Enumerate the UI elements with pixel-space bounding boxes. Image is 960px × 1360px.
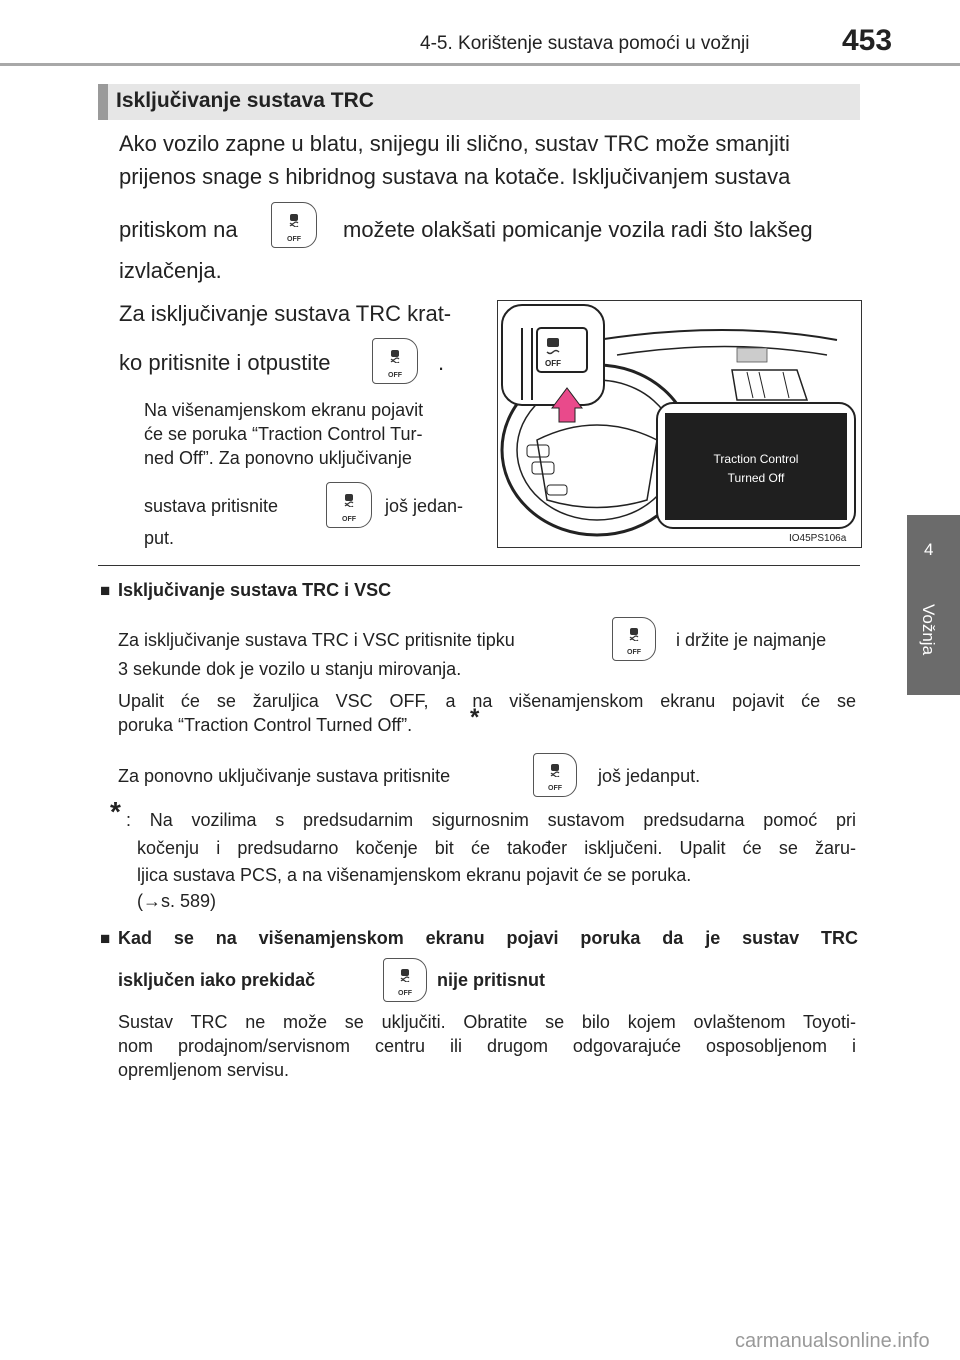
display-text-line-2: Turned Off [727, 471, 785, 485]
trc-off-button-icon [612, 617, 656, 661]
slip-car-icon [549, 763, 561, 777]
sub2-heading-line-2b: nije pritisnut [437, 970, 545, 990]
off-label: OFF [627, 648, 641, 656]
footnote-line-4: (→s. 589) [137, 891, 217, 911]
display-text-line-1: Traction Control [713, 452, 799, 466]
section-title: Isključivanje sustava TRC [116, 89, 374, 112]
note-line-3: ned Off”. Za ponovno uključivanje [144, 448, 412, 468]
sub1-footnote-mark: * [470, 704, 480, 731]
off-label: OFF [287, 235, 301, 243]
footnote-line-2: kočenju i predsudarno kočenje bit će također isključeni. Upalit će se žaru- [137, 838, 856, 858]
section-separator [98, 565, 860, 566]
watermark: carmanualsonline.info [735, 1330, 930, 1352]
intro-line-3a: pritiskom na [119, 217, 238, 242]
footnote-line-1: : Na vozilima s predsudarnim sigurnosnim sustavom predsudarna pomoć pri [126, 810, 856, 830]
sub2-p3: opremljenom servisu. [118, 1060, 290, 1080]
slip-car-icon [628, 627, 640, 641]
instruction-line-2a: ko pritisnite i otpustite [119, 350, 331, 375]
off-label: OFF [388, 371, 402, 379]
sub1-p3a: Za ponovno uključivanje sustava pritisnite [118, 766, 451, 786]
footnote-star: * [110, 796, 121, 827]
square-bullet-icon: ■ [100, 581, 111, 600]
figure-code: IO45PS106a [789, 533, 847, 544]
intro-line-3b: možete olakšati pomicanje vozila radi što lakšeg [343, 217, 813, 242]
sub1-p3b: još jedanput. [598, 766, 701, 786]
sub1-heading: Isključivanje sustava TRC i VSC [118, 580, 392, 600]
side-tab-label: Vožnja [919, 604, 938, 656]
sub1-p1a: Za isključivanje sustava TRC i VSC pritisnite tipku [118, 630, 515, 650]
slip-car-icon [288, 213, 300, 227]
slip-car-icon [389, 349, 401, 363]
instruction-line-1: Za isključivanje sustava TRC krat- [119, 301, 452, 326]
header-divider [0, 63, 960, 66]
note-line-4b: još jedan- [385, 496, 464, 516]
sub2-heading-line-2a: isključen iako prekidač [118, 970, 316, 990]
sub1-p2b: poruka “Traction Control Turned Off”. [118, 715, 413, 735]
slip-car-icon [399, 968, 411, 982]
square-bullet-icon: ■ [100, 929, 111, 948]
off-label: OFF [548, 784, 562, 792]
trc-off-button-icon [271, 202, 317, 248]
sub1-p2a: Upalit će se žaruljica VSC OFF, a na višenamjenskom ekranu pojavit će se [118, 691, 856, 711]
page-number: 453 [842, 24, 893, 57]
note-line-5: put. [144, 528, 175, 548]
footnote-line-3: ljica sustava PCS, a na višenamjenskom ekranu pojavit će se poruka. [137, 865, 692, 885]
off-label: OFF [342, 515, 356, 523]
intro-line-4: izvlačenja. [119, 258, 222, 283]
trc-off-button-icon [533, 753, 577, 797]
intro-line-1: Ako vozilo zapne u blatu, snijegu ili slično, sustav TRC može smanjiti [119, 131, 790, 156]
figure-button-label: OFF [545, 359, 561, 368]
sub1-p1b: i držite je najmanje [676, 630, 827, 650]
section-bar-accent [98, 84, 108, 120]
chapter-title: 4-5. Korištenje sustava pomoći u vožnji [420, 33, 750, 54]
sub2-p1: Sustav TRC ne može se uključiti. Obratite se bilo kojem ovlaštenom Toyoti- [118, 1012, 856, 1032]
sub2-p2: nom prodajnom/servisnom centru ili drugom odgovarajuće osposobljenom i [118, 1036, 856, 1056]
sub1-p1c: 3 sekunde dok je vozilo u stanju mirovanja. [118, 659, 462, 679]
slip-car-icon [343, 493, 355, 507]
note-line-2: će se poruka “Traction Control Tur- [144, 424, 423, 444]
trc-off-button-icon [326, 482, 372, 528]
note-line-1: Na višenamjenskom ekranu pojavit [144, 400, 424, 420]
note-line-4a: sustava pritisnite [144, 496, 279, 516]
side-tab-number: 4 [924, 540, 934, 559]
trc-off-button-icon [383, 958, 427, 1002]
intro-line-2: prijenos snage s hibridnog sustava na kotače. Isključivanjem sustava [119, 164, 791, 189]
dashboard-drawing [497, 300, 862, 548]
off-label: OFF [398, 989, 412, 997]
dashboard-illustration [497, 300, 862, 548]
instruction-line-2b: . [438, 350, 445, 375]
trc-off-button-icon [372, 338, 418, 384]
sub2-heading-line-1: Kad se na višenamjenskom ekranu pojavi poruka da je sustav TRC [118, 928, 858, 948]
